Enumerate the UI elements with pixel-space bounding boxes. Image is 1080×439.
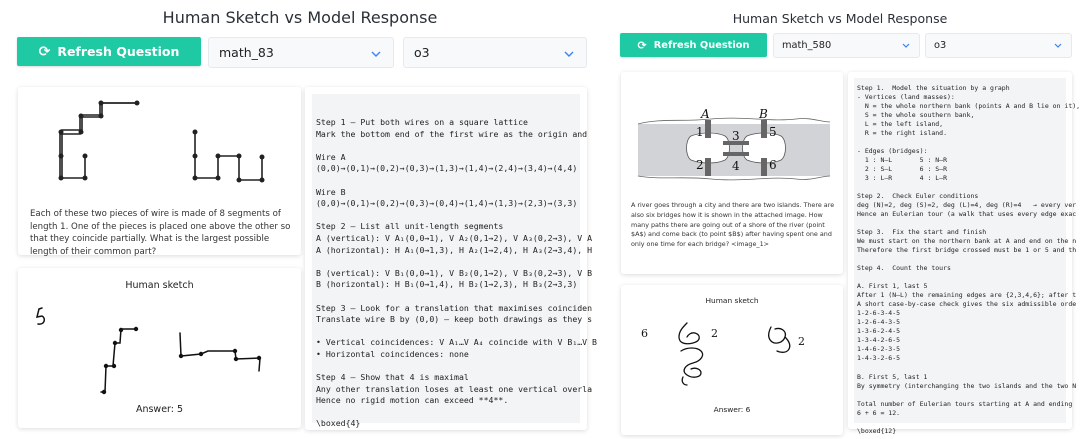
response-line: Translate wire B by (0,0) – keep both drawings as they s <box>316 314 593 325</box>
wire-figure <box>18 87 301 207</box>
response-line: Step 3 – Look for a translation that maximises coinciden <box>316 302 593 313</box>
response-card <box>305 87 597 430</box>
response-line: Step 1 – Put both wires on a square lattice <box>316 117 528 127</box>
question-text: A river goes through a city and there are two islands. There are also six bridges how it is shown in the attached image. How many paths there are going out of a shore of the river (point $A$) and come back (to point $B$) after having spent one and only one time for each bridge? <image_1> <box>631 201 835 249</box>
refresh-button-label: Refresh Question <box>57 44 180 59</box>
response-line: 3 : L–R 4 : L–R <box>857 174 948 183</box>
figure-label-6: 6 <box>769 158 777 172</box>
response-line: 1-2-6-4-3-5 <box>857 318 901 327</box>
sketch-card <box>621 285 843 435</box>
figure-label-3: 3 <box>732 129 740 143</box>
response-line: Step 2 – List all unit-length segments <box>316 221 504 232</box>
response-line: A (horizontal): H A₁(0→1,3), H A₂(1→2,4), H A₃(2→3,4), H <box>316 244 593 255</box>
model-select[interactable] <box>925 33 1072 58</box>
answer-label: Answer: 5 <box>135 404 184 415</box>
bridges-figure <box>621 72 843 197</box>
panel-title: Human Sketch vs Model Response <box>162 8 438 27</box>
panel-title: Human Sketch vs Model Response <box>732 11 948 26</box>
response-line: B (vertical): V B₁(0,0→1), V B₂(0,1→2), V B₃(0,2→3), V B <box>316 267 593 278</box>
response-line <box>857 391 1066 400</box>
question-select[interactable] <box>773 33 920 58</box>
response-line <box>316 175 580 187</box>
response-line: R = the right island. <box>857 129 948 138</box>
chevron-down-icon <box>1054 40 1062 51</box>
sketch-label-2a: 2 <box>711 327 718 340</box>
sketch-card <box>18 268 301 428</box>
response-line: Step 1. Model the situation by a graph <box>857 84 1010 92</box>
response-line: 1 : N–L 5 : N–R <box>857 156 948 165</box>
response-line: B (horizontal): H B₁(0→1,4), H B₂(1→2,3), H B₃(2→3,3) <box>316 279 578 290</box>
refresh-question-button[interactable] <box>17 37 201 66</box>
response-line <box>857 418 1066 427</box>
chevron-down-icon <box>371 45 381 60</box>
response-line <box>857 363 1066 372</box>
response-line <box>316 140 580 152</box>
response-line: 1-3-6-2-4-5 <box>857 327 901 336</box>
model-select[interactable] <box>403 37 587 68</box>
response-line <box>316 210 580 222</box>
response-line: By symmetry (interchanging the two islands and the two N <box>857 381 1077 390</box>
response-line <box>857 138 1066 147</box>
response-line: Step 2. Check Euler conditions <box>857 192 979 201</box>
figure-label-1: 1 <box>696 125 704 139</box>
sketch-label-2b: 2 <box>798 335 805 348</box>
response-line: 1-3-4-2-6-5 <box>857 336 901 345</box>
question-select-value: math_83 <box>219 45 274 60</box>
figure-label-b: B <box>759 107 768 121</box>
sketch-label-6: 6 <box>641 327 648 340</box>
response-line: We must start on the northern bank at A and end on the n <box>857 237 1077 246</box>
response-line: Hence an Eulerian tour (a walk that uses every edge exac <box>857 210 1077 219</box>
response-line <box>857 183 1066 192</box>
response-line: A short case-by-case check gives the six admissible orde <box>857 300 1077 309</box>
refresh-icon: ⟳ <box>637 38 647 52</box>
response-line: 1-4-3-2-6-5 <box>857 354 901 363</box>
response-line <box>857 273 1066 282</box>
response-line: - Vertices (land masses): <box>857 93 955 102</box>
response-line: • Horizontal coincidences: none <box>316 348 469 359</box>
question-select[interactable] <box>208 37 394 68</box>
response-line: Any other translation loses at least one vertical overla <box>316 383 593 394</box>
response-line: Hence no rigid motion can exceed **4**. <box>316 395 509 406</box>
response-line: L = the left island, <box>857 120 944 129</box>
refresh-button-label: Refresh Question <box>653 39 750 51</box>
sketch-title: Human sketch <box>125 280 194 291</box>
response-line: Mark the bottom end of the first wire as the origin and <box>316 128 588 139</box>
response-line: B. First 5, last 1 <box>857 372 928 381</box>
response-line: \boxed{4} <box>316 418 361 429</box>
response-line: Total number of Eulerian tours starting at A and ending <box>857 399 1073 408</box>
response-line: Wire A <box>316 151 346 162</box>
response-line: After 1 (N–L) the remaining edges are {2,3,4,6}; after t <box>857 291 1077 300</box>
figure-label-a: A <box>701 107 710 121</box>
response-line: • Vertical coincidences: V A₁…V A₄ coincide with V B₁…V B <box>316 337 597 348</box>
question-card <box>621 72 843 274</box>
response-line: Step 3. Fix the start and finish <box>857 228 987 237</box>
response-line: \boxed{12} <box>857 426 897 435</box>
response-line <box>857 219 1066 228</box>
response-line: Therefore the first bridge crossed must be 1 or 5 and th <box>857 246 1077 255</box>
right-panel <box>605 0 1080 439</box>
response-line <box>316 407 580 419</box>
response-line: - Edges (bridges): <box>857 147 928 156</box>
sketch-title: Human sketch <box>705 296 759 305</box>
response-line <box>316 291 580 303</box>
response-line: Step 4 – Show that 4 is maximal <box>316 372 469 383</box>
response-line: S = the whole southern bank, <box>857 111 975 120</box>
model-select-value: o3 <box>414 45 430 60</box>
model-select-value: o3 <box>934 40 947 51</box>
figure-label-2: 2 <box>696 158 704 172</box>
question-select-value: math_580 <box>782 40 832 51</box>
model-response[interactable] <box>854 78 1080 435</box>
figure-label-4: 4 <box>732 159 740 173</box>
model-response[interactable] <box>312 94 597 429</box>
response-line <box>857 255 1066 264</box>
response-line <box>316 326 580 338</box>
chevron-down-icon <box>564 45 574 60</box>
response-line: N = the whole northern bank (points A and B lie on it), <box>857 102 1080 111</box>
response-line: 1-2-6-3-4-5 <box>857 309 901 318</box>
refresh-question-button[interactable] <box>620 33 767 57</box>
response-card <box>848 72 1080 435</box>
response-line: (0,0)→(0,1)→(0,2)→(0,3)→(1,3)→(1,4)→(2,4)→(3,4)→(4,4) <box>316 163 578 174</box>
question-card <box>18 87 301 255</box>
response-line: 1-4-6-2-3-5 <box>857 345 901 354</box>
response-line: 2 : S–L 6 : S–R <box>857 165 948 174</box>
refresh-icon: ⟳ <box>38 43 51 60</box>
response-line: deg (N)=2, deg (S)=2, deg (L)=4, deg (R)=4 → every ver <box>857 201 1077 210</box>
response-line: A (vertical): V A₁(0,0→1), V A₂(0,1→2), V A₃(0,2→3), V A <box>316 232 593 243</box>
response-line: Wire B <box>316 186 346 197</box>
response-line: A. First 1, last 5 <box>857 282 928 291</box>
response-line <box>316 360 580 372</box>
figure-label-5: 5 <box>769 125 777 139</box>
response-line: Step 4. Count the tours <box>857 264 951 273</box>
question-text: Each of these two pieces of wire is made of 8 segments of length 1. One of the pieces is placed one above the other so that they coincide partially. What is the largest possible length of their common part? <box>30 209 291 257</box>
response-line: 6 + 6 = 12. <box>857 408 901 417</box>
response-line: (0,0)→(0,1)→(0,2)→(0,3)→(0,4)→(1,4)→(1,3)→(2,3)→(3,3) <box>316 198 578 209</box>
response-line <box>316 256 580 268</box>
chevron-down-icon <box>902 40 910 51</box>
answer-label: Answer: 6 <box>713 405 751 414</box>
